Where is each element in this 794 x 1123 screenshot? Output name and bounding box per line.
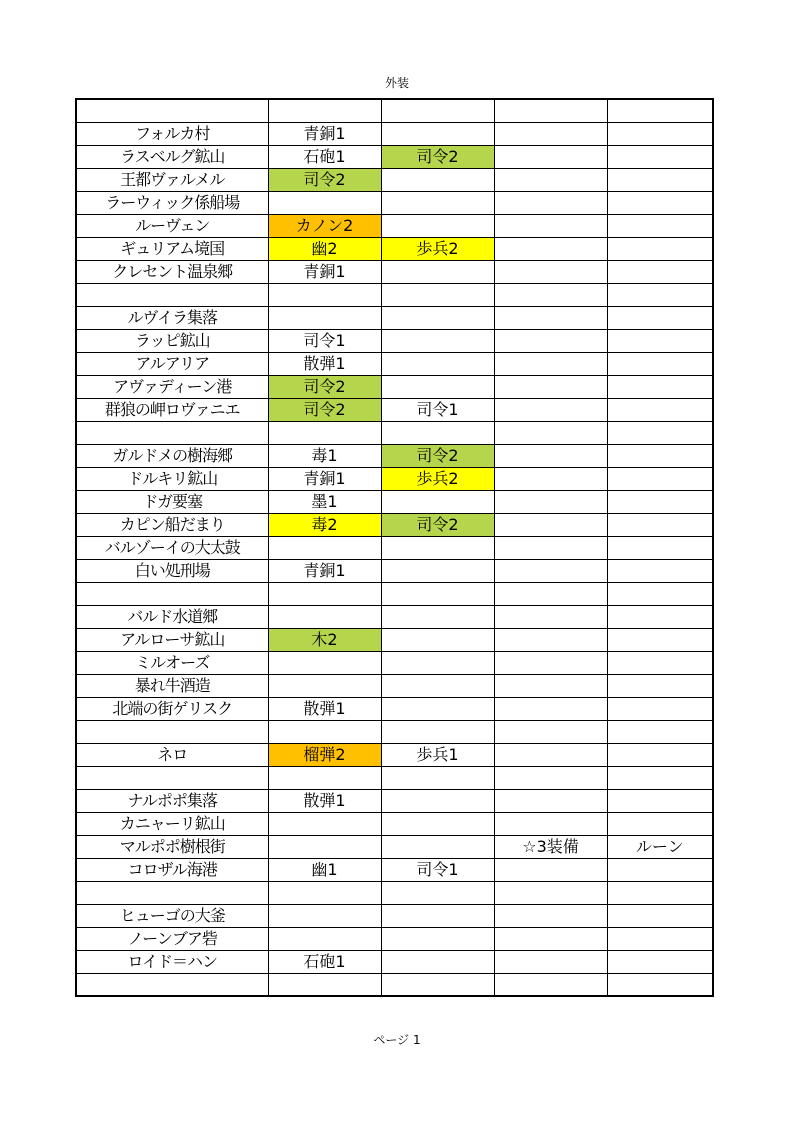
- location-name-cell: 王都ヴァルメル: [76, 169, 268, 192]
- equipment-cell: 墨1: [268, 491, 381, 514]
- equipment-cell: 司令1: [268, 330, 381, 353]
- equipment-cell: 司令2: [268, 399, 381, 422]
- table-row: [76, 675, 713, 698]
- equipment-cell: [268, 307, 381, 330]
- equipment-cell: [494, 261, 607, 284]
- equipment-cell: 青銅1: [268, 123, 381, 146]
- equipment-cell: [607, 169, 713, 192]
- location-name-cell: バルゾーイの大太鼓: [76, 537, 268, 560]
- equipment-cell: [607, 698, 713, 721]
- equipment-cell: [494, 744, 607, 767]
- equipment-cell: [607, 583, 713, 606]
- equipment-cell: [607, 767, 713, 790]
- table-row: [76, 353, 713, 376]
- location-name-cell: ドルキリ鉱山: [76, 468, 268, 491]
- equipment-cell: 散弾1: [268, 353, 381, 376]
- equipment-cell: 散弾1: [268, 790, 381, 813]
- equipment-cell: [381, 767, 494, 790]
- equipment-cell: [268, 606, 381, 629]
- table-row: [76, 514, 713, 537]
- equipment-cell: ☆3装備: [494, 836, 607, 859]
- location-name-cell: [76, 422, 268, 445]
- equipment-cell: [494, 813, 607, 836]
- page-header-title: 外装: [384, 76, 409, 90]
- equipment-cell: [381, 882, 494, 905]
- table-row: [76, 399, 713, 422]
- equipment-cell: [607, 882, 713, 905]
- equipment-cell: 幽2: [268, 238, 381, 261]
- equipment-cell: [494, 652, 607, 675]
- equipment-cell: [494, 445, 607, 468]
- equipment-cell: [381, 675, 494, 698]
- location-name-cell: コロザル海港: [76, 859, 268, 882]
- table-row: [76, 307, 713, 330]
- equipment-cell: [494, 583, 607, 606]
- table-row: [76, 99, 713, 123]
- equipment-cell: [494, 284, 607, 307]
- table-row: [76, 169, 713, 192]
- equipment-cell: 毒1: [268, 445, 381, 468]
- equipment-cell: [494, 215, 607, 238]
- equipment-cell: [607, 491, 713, 514]
- equipment-cell: [494, 928, 607, 951]
- equipment-cell: [494, 422, 607, 445]
- equipment-cell: [381, 261, 494, 284]
- equipment-cell: [268, 537, 381, 560]
- location-name-cell: ネロ: [76, 744, 268, 767]
- equipment-cell: [381, 583, 494, 606]
- equipment-cell: [494, 859, 607, 882]
- equipment-cell: [268, 813, 381, 836]
- table-row: [76, 836, 713, 859]
- equipment-cell: [381, 169, 494, 192]
- table-row: [76, 882, 713, 905]
- equipment-cell: [494, 951, 607, 974]
- equipment-cell: [494, 905, 607, 928]
- equipment-cell: [494, 698, 607, 721]
- location-name-cell: [76, 99, 268, 123]
- equipment-cell: [381, 307, 494, 330]
- equipment-cell: 散弾1: [268, 698, 381, 721]
- equipment-cell: [381, 951, 494, 974]
- equipment-cell: [607, 445, 713, 468]
- location-name-cell: [76, 583, 268, 606]
- equipment-cell: 歩兵1: [381, 744, 494, 767]
- location-name-cell: ミルオーズ: [76, 652, 268, 675]
- equipment-cell: 司令2: [381, 514, 494, 537]
- equipment-cell: [607, 974, 713, 997]
- equipment-cell: 歩兵2: [381, 238, 494, 261]
- equipment-cell: [381, 284, 494, 307]
- equipment-cell: [268, 836, 381, 859]
- equipment-cell: [607, 813, 713, 836]
- table-row: [76, 192, 713, 215]
- equipment-cell: [494, 468, 607, 491]
- equipment-cell: [494, 123, 607, 146]
- table-row: [76, 951, 713, 974]
- equipment-cell: [494, 330, 607, 353]
- table-row: [76, 928, 713, 951]
- equipment-cell: [607, 99, 713, 123]
- equipment-cell: [381, 422, 494, 445]
- equipment-cell: [381, 606, 494, 629]
- equipment-cell: [607, 629, 713, 652]
- equipment-cell: [607, 215, 713, 238]
- equipment-cell: [494, 491, 607, 514]
- equipment-cell: [494, 192, 607, 215]
- equipment-cell: [607, 192, 713, 215]
- table-row: [76, 261, 713, 284]
- equipment-cell: [494, 99, 607, 123]
- equipment-cell: [494, 353, 607, 376]
- equipment-cell: [494, 560, 607, 583]
- table-row: [76, 537, 713, 560]
- table-row: [76, 376, 713, 399]
- equipment-cell: 司令1: [381, 399, 494, 422]
- equipment-cell: [607, 376, 713, 399]
- equipment-cell: [381, 560, 494, 583]
- location-name-cell: [76, 721, 268, 744]
- equipment-cell: [607, 859, 713, 882]
- equipment-cell: [268, 974, 381, 997]
- equipment-cell: カノン2: [268, 215, 381, 238]
- equipment-cell: [607, 606, 713, 629]
- location-name-cell: [76, 974, 268, 997]
- equipment-cell: [607, 744, 713, 767]
- equipment-cell: [607, 721, 713, 744]
- equipment-cell: [607, 399, 713, 422]
- equipment-cell: [494, 307, 607, 330]
- equipment-cell: [607, 330, 713, 353]
- equipment-cell: [381, 928, 494, 951]
- location-name-cell: マルポポ樹根街: [76, 836, 268, 859]
- equipment-cell: [607, 146, 713, 169]
- equipment-cell: [494, 606, 607, 629]
- equipment-cell: [381, 836, 494, 859]
- equipment-cell: [268, 675, 381, 698]
- location-name-cell: ルーヴェン: [76, 215, 268, 238]
- equipment-cell: [607, 652, 713, 675]
- table-row: [76, 215, 713, 238]
- equipment-cell: [381, 99, 494, 123]
- equipment-cell: [494, 882, 607, 905]
- equipment-cell: 石砲1: [268, 146, 381, 169]
- equipment-cell: [381, 330, 494, 353]
- equipment-cell: [268, 928, 381, 951]
- equipment-cell: [494, 721, 607, 744]
- table-row: [76, 560, 713, 583]
- equipment-cell: 木2: [268, 629, 381, 652]
- location-name-cell: クレセント温泉郷: [76, 261, 268, 284]
- spreadsheet-table: [75, 98, 714, 997]
- equipment-cell: [268, 192, 381, 215]
- table-row: [76, 905, 713, 928]
- equipment-cell: [268, 882, 381, 905]
- location-name-cell: 白い処刑場: [76, 560, 268, 583]
- table-row: [76, 491, 713, 514]
- location-name-cell: 暴れ牛酒造: [76, 675, 268, 698]
- equipment-cell: [607, 514, 713, 537]
- equipment-cell: 青銅1: [268, 261, 381, 284]
- equipment-cell: [268, 905, 381, 928]
- equipment-cell: 司令2: [381, 146, 494, 169]
- location-name-cell: バルド水道郷: [76, 606, 268, 629]
- equipment-cell: [607, 422, 713, 445]
- equipment-cell: [607, 951, 713, 974]
- equipment-cell: [268, 99, 381, 123]
- equipment-cell: [268, 284, 381, 307]
- equipment-cell: 幽1: [268, 859, 381, 882]
- location-name-cell: ラスベルグ鉱山: [76, 146, 268, 169]
- equipment-cell: [381, 192, 494, 215]
- table-row: [76, 146, 713, 169]
- location-name-cell: フォルカ村: [76, 123, 268, 146]
- table-row: [76, 974, 713, 997]
- equipment-cell: [607, 560, 713, 583]
- equipment-cell: [381, 790, 494, 813]
- equipment-cell: [381, 123, 494, 146]
- table-row: [76, 652, 713, 675]
- table-row: [76, 468, 713, 491]
- equipment-cell: 石砲1: [268, 951, 381, 974]
- table-row: [76, 330, 713, 353]
- location-name-cell: [76, 284, 268, 307]
- equipment-cell: [381, 721, 494, 744]
- equipment-cell: [494, 767, 607, 790]
- location-name-cell: 群狼の岬ロヴァニエ: [76, 399, 268, 422]
- equipment-cell: [607, 284, 713, 307]
- equipment-cell: [381, 652, 494, 675]
- location-name-cell: アルアリア: [76, 353, 268, 376]
- table-row: [76, 629, 713, 652]
- table-row: [76, 744, 713, 767]
- equipment-cell: [381, 537, 494, 560]
- location-name-cell: ノーンブア砦: [76, 928, 268, 951]
- equipment-cell: [494, 675, 607, 698]
- equipment-cell: ルーン: [607, 836, 713, 859]
- equipment-cell: [381, 905, 494, 928]
- equipment-cell: [381, 698, 494, 721]
- equipment-cell: [607, 675, 713, 698]
- table-row: [76, 606, 713, 629]
- equipment-cell: [607, 238, 713, 261]
- equipment-cell: [494, 169, 607, 192]
- table-row: [76, 422, 713, 445]
- location-name-cell: カピン船だまり: [76, 514, 268, 537]
- table-row: [76, 284, 713, 307]
- location-name-cell: ルヴイラ集落: [76, 307, 268, 330]
- equipment-cell: [494, 238, 607, 261]
- table-row: [76, 813, 713, 836]
- equipment-cell: [494, 514, 607, 537]
- equipment-cell: [268, 652, 381, 675]
- equipment-cell: [607, 307, 713, 330]
- location-name-cell: 北端の街ゲリスク: [76, 698, 268, 721]
- location-name-cell: ロイド＝ハン: [76, 951, 268, 974]
- location-name-cell: カニャーリ鉱山: [76, 813, 268, 836]
- location-name-cell: アルローサ鉱山: [76, 629, 268, 652]
- equipment-cell: [494, 399, 607, 422]
- equipment-cell: 司令2: [268, 376, 381, 399]
- equipment-cell: 毒2: [268, 514, 381, 537]
- equipment-cell: [268, 721, 381, 744]
- table-row: [76, 698, 713, 721]
- location-name-cell: ドガ要塞: [76, 491, 268, 514]
- equipment-cell: [607, 123, 713, 146]
- equipment-cell: [381, 353, 494, 376]
- table-body: [76, 99, 713, 996]
- equipment-cell: [268, 767, 381, 790]
- table-row: [76, 445, 713, 468]
- location-name-cell: アヴァディーン港: [76, 376, 268, 399]
- location-name-cell: ガルドメの樹海郷: [76, 445, 268, 468]
- table-row: [76, 790, 713, 813]
- equipment-cell: [494, 537, 607, 560]
- location-name-cell: [76, 882, 268, 905]
- location-name-cell: ラッピ鉱山: [76, 330, 268, 353]
- location-name-cell: ヒューゴの大釜: [76, 905, 268, 928]
- equipment-cell: [607, 353, 713, 376]
- equipment-cell: [607, 537, 713, 560]
- location-name-cell: ナルポポ集落: [76, 790, 268, 813]
- equipment-cell: [381, 491, 494, 514]
- equipment-cell: 青銅1: [268, 560, 381, 583]
- equipment-cell: [607, 261, 713, 284]
- equipment-cell: [381, 629, 494, 652]
- equipment-cell: [494, 974, 607, 997]
- equipment-cell: [607, 905, 713, 928]
- table-row: [76, 123, 713, 146]
- page-footer-number: ページ 1: [373, 1033, 421, 1047]
- equipment-cell: [494, 146, 607, 169]
- equipment-cell: [381, 215, 494, 238]
- equipment-cell: [607, 468, 713, 491]
- table-row: [76, 583, 713, 606]
- location-name-cell: ギュリアム境国: [76, 238, 268, 261]
- equipment-cell: [494, 790, 607, 813]
- equipment-cell: [494, 629, 607, 652]
- equipment-cell: [381, 376, 494, 399]
- location-name-cell: [76, 767, 268, 790]
- table-row: [76, 238, 713, 261]
- table-row: [76, 767, 713, 790]
- equipment-cell: [494, 376, 607, 399]
- equipment-cell: [381, 974, 494, 997]
- equipment-cell: 司令1: [381, 859, 494, 882]
- equipment-cell: [381, 813, 494, 836]
- equipment-cell: 司令2: [268, 169, 381, 192]
- table-row: [76, 721, 713, 744]
- equipment-cell: 歩兵2: [381, 468, 494, 491]
- equipment-cell: [268, 583, 381, 606]
- equipment-cell: [607, 928, 713, 951]
- equipment-cell: [268, 422, 381, 445]
- table-row: [76, 859, 713, 882]
- equipment-cell: 榴弾2: [268, 744, 381, 767]
- equipment-cell: 司令2: [381, 445, 494, 468]
- equipment-cell: [607, 790, 713, 813]
- location-name-cell: ラーウィック係船場: [76, 192, 268, 215]
- equipment-cell: 青銅1: [268, 468, 381, 491]
